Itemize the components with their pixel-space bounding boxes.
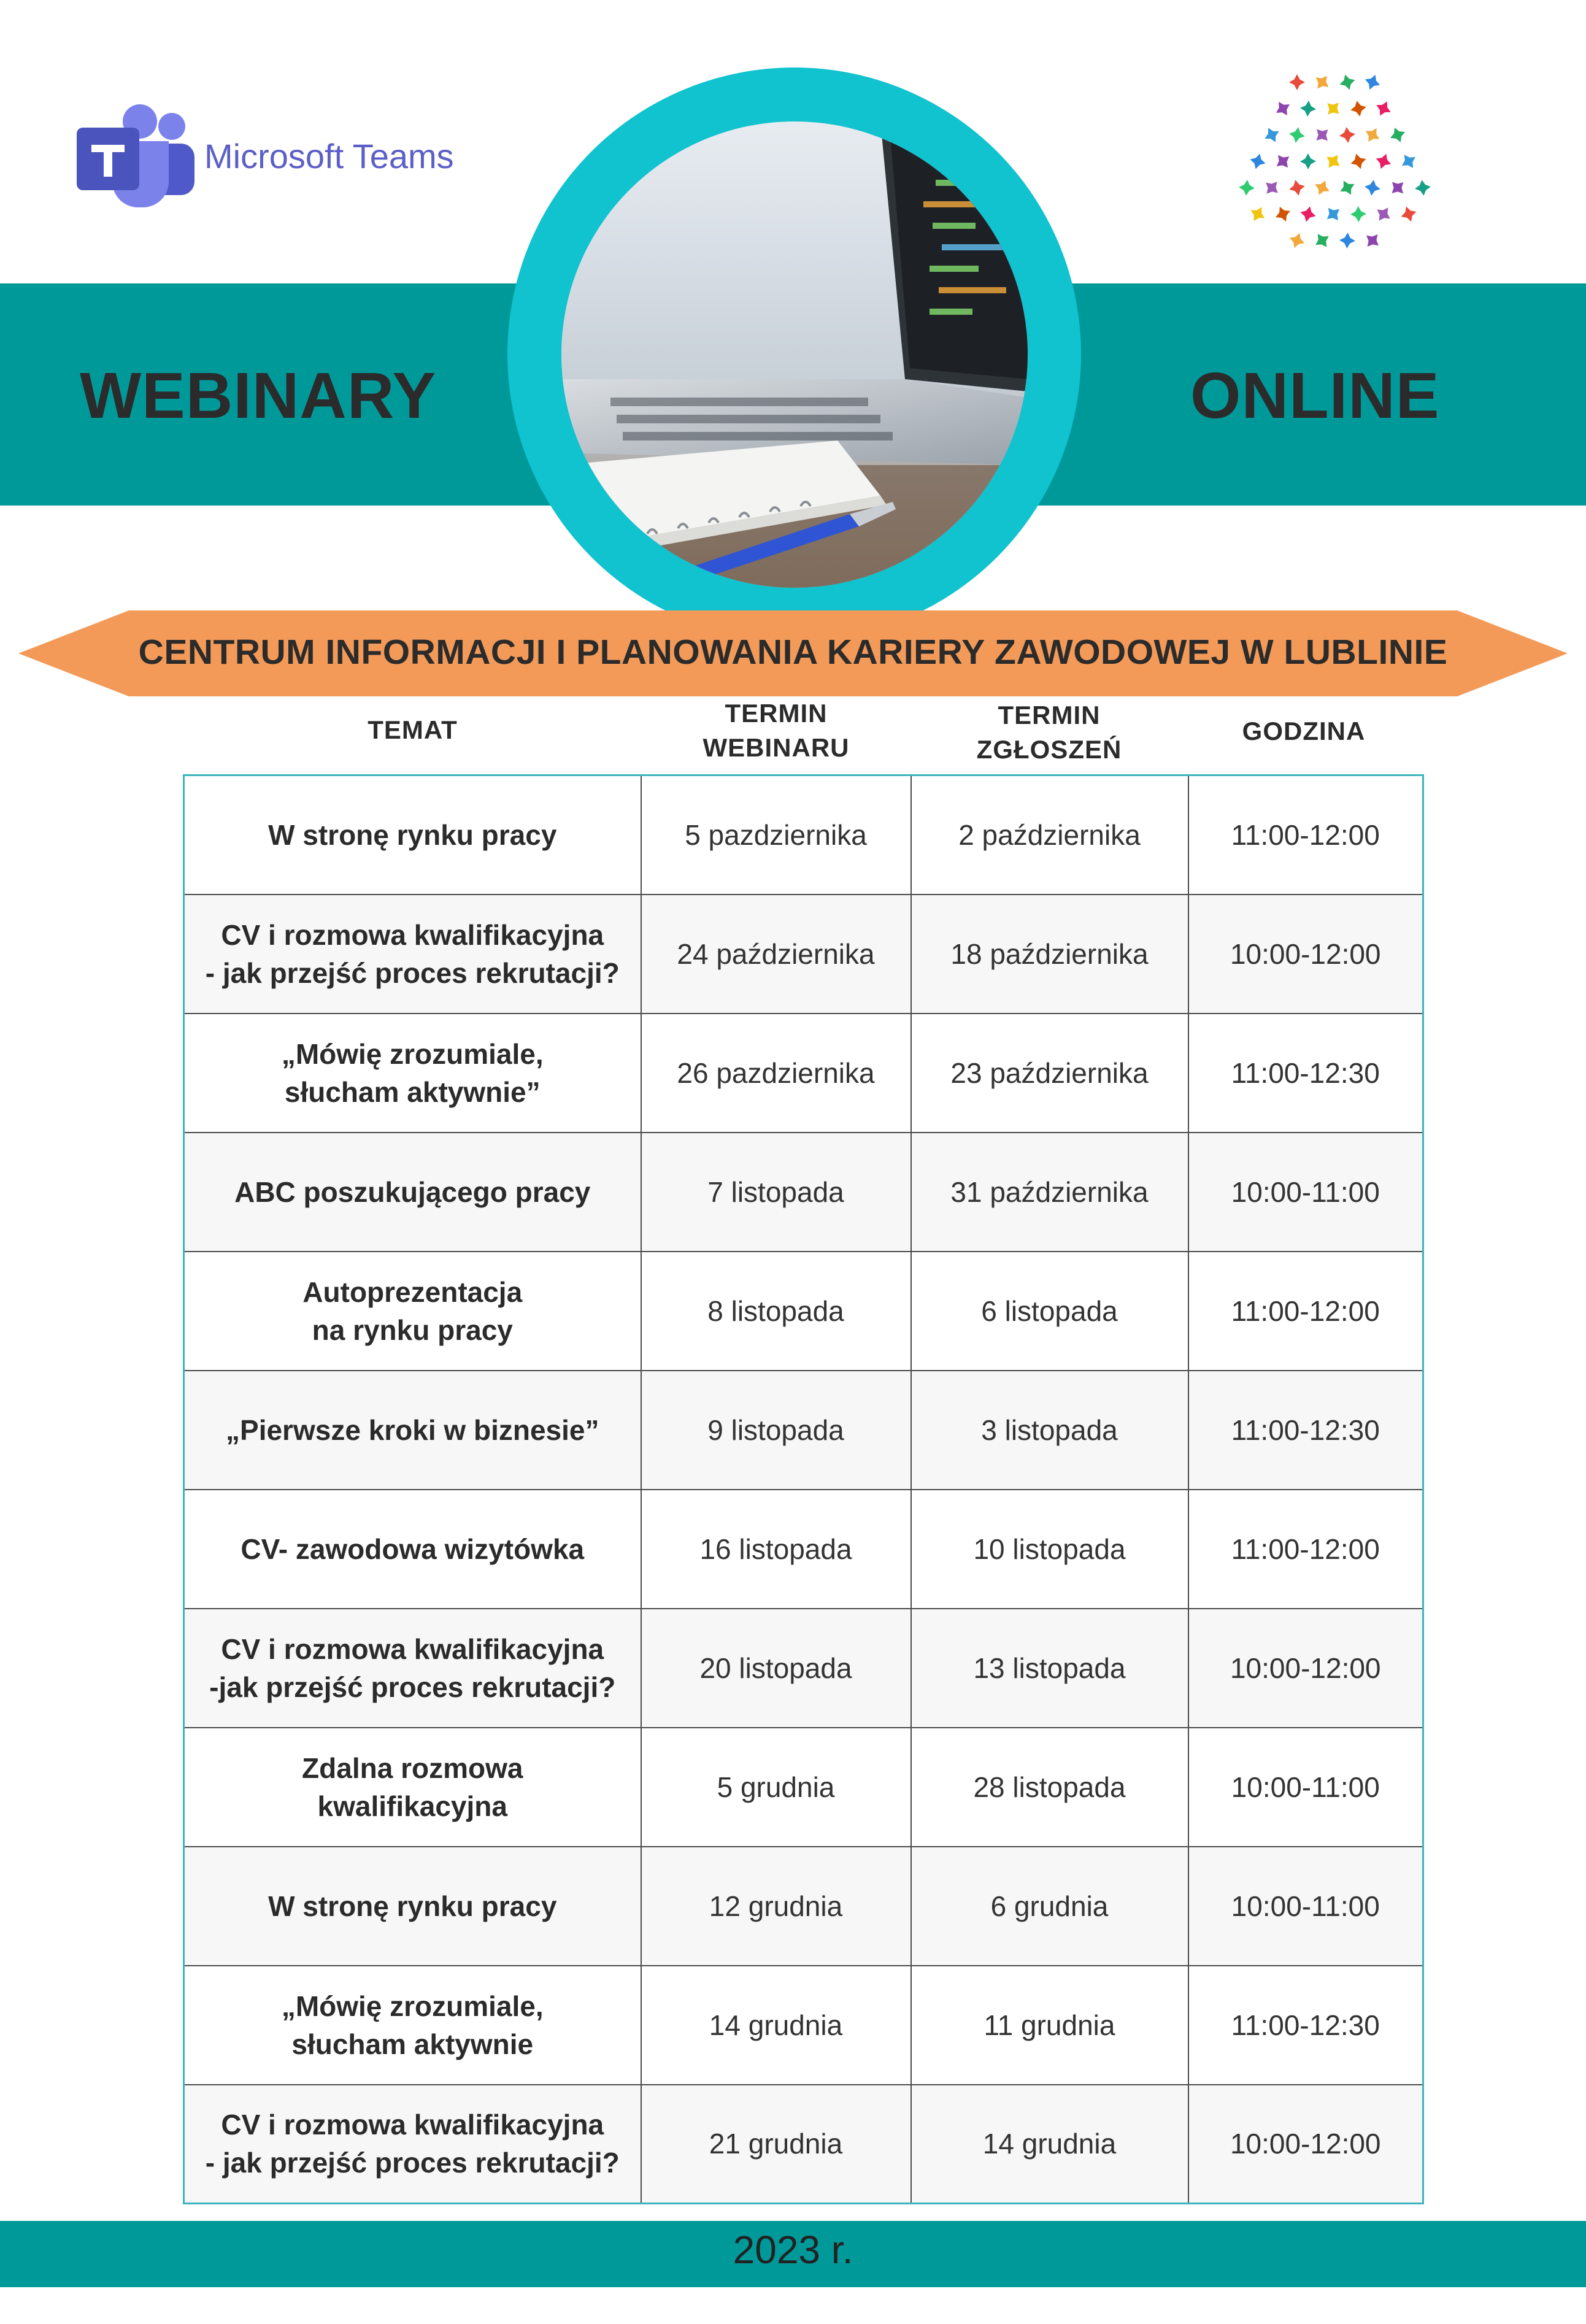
origami-star [1322, 203, 1345, 226]
webinar-date-cell: 16 listopada [641, 1490, 911, 1609]
webinar-date-cell: 21 grudnia [641, 2085, 911, 2204]
topic-cell [184, 1966, 641, 2085]
origami-star [1299, 100, 1317, 117]
topic-line: „Pierwsze kroki w biznesie” [226, 1414, 599, 1446]
origami-star [1398, 150, 1420, 172]
origami-star [1247, 203, 1269, 225]
schedule-table [183, 774, 1424, 2204]
column-header-temat: TEMAT [368, 715, 458, 744]
origami-star [1322, 150, 1344, 172]
time-cell: 11:00-12:30 [1188, 1371, 1423, 1490]
time-cell: 10:00-12:00 [1188, 2085, 1423, 2204]
origami-star [1339, 232, 1355, 248]
origami-star [1349, 152, 1368, 171]
origami-star [1362, 72, 1383, 93]
webinar-date-cell: 8 listopada [641, 1252, 911, 1371]
origami-star [1311, 124, 1334, 147]
topic-cell [184, 1728, 641, 1847]
origami-star [1336, 177, 1358, 198]
microsoft-teams-logo-icon [77, 103, 199, 207]
topic-line: - jak przejść proces rekrutacji? [205, 956, 620, 989]
webinar-date-cell: 14 grudnia [641, 1966, 911, 2085]
table-row [184, 775, 1423, 895]
time-cell: 11:00-12:00 [1188, 1252, 1423, 1371]
topic-cell [184, 775, 641, 895]
table-row [184, 1252, 1423, 1371]
origami-star [1387, 125, 1408, 145]
origami-star [1300, 153, 1316, 169]
origami-star [1272, 98, 1294, 120]
webinar-date-cell: 5 grudnia [641, 1728, 911, 1847]
time-cell: 10:00-11:00 [1188, 1728, 1423, 1847]
origami-star [1311, 71, 1333, 93]
origami-star [1288, 179, 1307, 198]
table-row [184, 1371, 1423, 1490]
time-cell: 10:00-11:00 [1188, 1133, 1423, 1252]
table-row [184, 1847, 1423, 1966]
origami-star [1339, 126, 1357, 144]
table-row [184, 1728, 1423, 1847]
origami-star [1261, 125, 1283, 146]
topic-line: CV i rozmowa kwalifikacyjna [221, 918, 604, 951]
footer-year: 2023 r. [733, 2228, 853, 2272]
time-cell: 10:00-12:00 [1188, 895, 1423, 1014]
topic-line: CV i rozmowa kwalifikacyjna [221, 2109, 604, 2141]
origami-star [1373, 98, 1395, 120]
origami-star [1287, 230, 1307, 250]
registration-deadline-cell: 14 grudnia [911, 2085, 1188, 2204]
topic-line: „Mówię zrozumiale, [281, 1037, 544, 1070]
origami-star [1387, 177, 1409, 199]
topic-line: „Mówię zrozumiale, [281, 1990, 544, 2022]
topic-cell [184, 1609, 641, 1728]
topic-line: W stronę rynku pracy [268, 818, 557, 851]
topic-line: na rynku pracy [312, 1314, 513, 1346]
origami-star [1261, 177, 1284, 199]
topic-line: słucham aktywnie” [284, 1075, 541, 1108]
origami-star [1238, 179, 1255, 196]
column-header-godzina: GODZINA [1242, 717, 1366, 745]
table-row [184, 1966, 1423, 2085]
registration-deadline-cell: 2 października [911, 775, 1188, 895]
topic-line: -jak przejść proces rekrutacji? [209, 1671, 616, 1703]
column-header-line: TERMIN [998, 701, 1101, 729]
table-row [184, 2085, 1423, 2204]
table-row [184, 895, 1423, 1014]
topic-cell [184, 1133, 641, 1252]
registration-deadline-cell: 6 grudnia [911, 1847, 1188, 1966]
time-cell: 11:00-12:30 [1188, 1014, 1423, 1133]
topic-line: Zdalna rozmowa [302, 1752, 523, 1784]
origami-star [1288, 126, 1306, 144]
topic-cell [184, 1490, 641, 1609]
topic-line: CV i rozmowa kwalifikacyjna [221, 1633, 604, 1665]
column-header-line: TERMIN [725, 699, 828, 728]
schedule-body [184, 775, 1423, 2204]
time-cell: 11:00-12:00 [1188, 775, 1423, 895]
registration-deadline-cell: 28 listopada [911, 1728, 1188, 1847]
webinar-date-cell: 20 listopada [641, 1609, 911, 1728]
origami-star [1363, 179, 1382, 197]
time-cell: 11:00-12:30 [1188, 1966, 1423, 2085]
topic-line: słucham aktywnie [291, 2028, 534, 2060]
column-header-termin-zgloszen [911, 698, 1187, 767]
registration-deadline-cell: 18 października [911, 895, 1188, 1014]
origami-star [1399, 204, 1419, 225]
topic-cell [184, 1252, 641, 1371]
laptop-notebook-photo [561, 121, 1028, 588]
origami-star [1373, 151, 1393, 171]
topic-cell [184, 1014, 641, 1133]
webinar-date-cell: 26 pazdziernika [641, 1014, 911, 1133]
column-header-termin-webinaru [641, 696, 911, 765]
origami-star [1361, 124, 1384, 146]
table-row [184, 1014, 1423, 1133]
origami-star [1350, 206, 1367, 223]
origami-star [1414, 179, 1432, 197]
table-row [184, 1609, 1423, 1728]
time-cell: 10:00-11:00 [1188, 1847, 1423, 1966]
topic-cell [184, 1847, 641, 1966]
banner-title: CENTRUM INFORMACJI I PLANOWANIA KARIERY ZAWODOWEJ W LUBLINIE [138, 633, 1448, 672]
origami-star [1289, 74, 1305, 90]
registration-deadline-cell: 23 października [911, 1014, 1188, 1133]
origami-star [1372, 203, 1395, 225]
origami-star [1322, 98, 1345, 120]
table-row [184, 1133, 1423, 1252]
webinar-date-cell: 9 listopada [641, 1371, 911, 1490]
origami-star [1311, 229, 1333, 252]
registration-deadline-cell: 3 listopada [911, 1371, 1188, 1490]
registration-deadline-cell: 11 grudnia [911, 1966, 1188, 2085]
topic-line: kwalifikacyjna [317, 1790, 507, 1822]
origami-star [1272, 150, 1294, 172]
topic-cell [184, 1371, 641, 1490]
webinar-date-cell: 5 pazdziernika [641, 775, 911, 895]
topic-line: ABC poszukującego pracy [234, 1175, 591, 1208]
topic-line: W stronę rynku pracy [268, 1890, 557, 1922]
table-row [184, 1490, 1423, 1609]
webinar-date-cell: 12 grudnia [641, 1847, 911, 1966]
origami-star [1361, 229, 1384, 252]
registration-deadline-cell: 10 listopada [911, 1490, 1188, 1609]
time-cell: 10:00-12:00 [1188, 1609, 1423, 1728]
origami-star [1272, 204, 1293, 225]
column-header-line: WEBINARU [703, 733, 850, 762]
microsoft-teams-brand-name: Microsoft Teams [204, 137, 454, 175]
origami-star [1298, 204, 1318, 224]
topic-line: - jak przejść proces rekrutacji? [205, 2147, 620, 2179]
column-header-line: ZGŁOSZEŃ [976, 735, 1122, 764]
registration-deadline-cell: 13 listopada [911, 1609, 1188, 1728]
origami-star [1338, 72, 1357, 92]
origami-star [1312, 177, 1333, 199]
topic-line: CV- zawodowa wizytówka [241, 1533, 585, 1565]
origami-star [1248, 152, 1268, 171]
topic-line: Autoprezentacja [302, 1276, 523, 1308]
title-word-online: ONLINE [1190, 360, 1440, 432]
topic-cell [184, 895, 641, 1014]
webinar-date-cell: 7 listopada [641, 1133, 911, 1252]
origami-stars-logo-icon [1233, 69, 1436, 259]
origami-star [1349, 99, 1368, 118]
registration-deadline-cell: 31 października [911, 1133, 1188, 1252]
time-cell: 11:00-12:00 [1188, 1490, 1423, 1609]
topic-cell [184, 2085, 641, 2204]
webinar-date-cell: 24 października [641, 895, 911, 1014]
title-word-webinary: WEBINARY [80, 360, 437, 432]
registration-deadline-cell: 6 listopada [911, 1252, 1188, 1371]
